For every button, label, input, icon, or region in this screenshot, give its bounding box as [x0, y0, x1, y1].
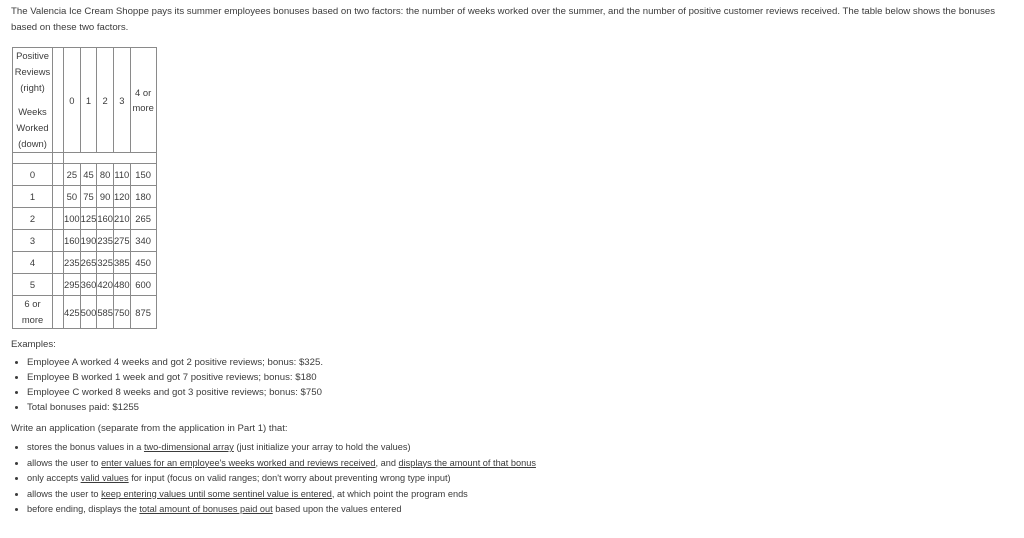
col-header-4-line1: 4 or: [135, 87, 152, 98]
table-cell: 25: [64, 164, 81, 186]
list-item: [27, 471, 1014, 487]
examples-list: [11, 355, 1014, 415]
table-cell: 80: [97, 164, 114, 186]
list-item: • Employee A worked 4 weeks and got 2 positive reviews; bonus: $325.: [27, 355, 1014, 370]
table-cell: 585: [97, 296, 114, 329]
req-emphasis: two-dimensional array: [143, 442, 234, 452]
table-cell: 450: [130, 252, 156, 274]
table-cell: 500: [80, 296, 97, 329]
table-cell: 90: [97, 186, 114, 208]
table-cell: 295: [64, 274, 81, 296]
table-cell: 160: [97, 208, 114, 230]
req-text: based upon the values entered: [272, 504, 402, 514]
table-cell: 340: [130, 230, 156, 252]
table-cell: 360: [80, 274, 97, 296]
table-cell: 265: [80, 252, 97, 274]
weeks-label-2: Worked: [16, 122, 49, 133]
req-text: stores the bonus values in a: [27, 442, 144, 452]
col-header-0: 0: [64, 48, 81, 153]
list-item: [27, 487, 1014, 503]
req-text: before ending, displays the: [27, 504, 140, 514]
list-item: • Employee C worked 8 weeks and got 3 positive reviews; bonus: $750: [27, 385, 1014, 400]
table-cell: 190: [80, 230, 97, 252]
table-header-row: [13, 48, 157, 153]
table-row: [13, 230, 157, 252]
corner-header-cell: [13, 48, 53, 153]
req-text: allows the user to: [27, 488, 102, 499]
req-emphasis: keep entering values until some sentinel value is entered: [101, 488, 332, 499]
req-text: , at which point the program ends: [331, 488, 468, 499]
reviews-label-1: Positive: [16, 50, 49, 61]
table-cell: 600: [130, 274, 156, 296]
col-header-4-line2: more: [132, 102, 154, 113]
table-cell: 385: [113, 252, 130, 274]
table-cell: 275: [113, 230, 130, 252]
blank-column: [53, 48, 64, 153]
reviews-label-3: (right): [20, 82, 45, 93]
table-cell: 75: [80, 186, 97, 208]
row-header-0: 0: [13, 164, 53, 186]
table-cell: 125: [80, 208, 97, 230]
table-cell: 45: [80, 164, 97, 186]
req-text: , and: [375, 457, 399, 468]
table-cell: 425: [64, 296, 81, 329]
table-cell: 110: [113, 164, 130, 186]
intro-paragraph: The Valencia Ice Cream Shoppe pays its summer employees bonuses based on two factors: the number of weeks worked over the summer, and the number of positive customer reviews received. The table below shows the bonuses based on these two factors.: [11, 6, 996, 33]
req-text: only accepts: [27, 473, 81, 483]
row-header-6-line2: more: [21, 314, 44, 325]
col-header-3: 3: [113, 48, 130, 153]
table-cell: 235: [97, 230, 114, 252]
req-text: for input (focus on valid ranges; don't worry about preventing wrong type input): [128, 473, 451, 483]
list-item: [27, 440, 1014, 456]
examples-heading: Examples:: [11, 339, 56, 350]
weeks-label-1: Weeks: [18, 106, 47, 117]
table-cell: 210: [113, 208, 130, 230]
table-cell: 50: [64, 186, 81, 208]
req-text: (just initialize your array to hold the values): [233, 442, 411, 452]
row-header-4: 4: [13, 252, 53, 274]
table-row: [13, 274, 157, 296]
req-emphasis: enter values for an employee's weeks worked and reviews received: [101, 457, 376, 468]
col-header-4-or-more: [130, 48, 156, 153]
reviews-label-2: Reviews: [14, 66, 51, 77]
req-text: allows the user to: [27, 457, 102, 468]
row-header-1: 1: [13, 186, 53, 208]
list-item: [27, 456, 1014, 472]
table-cell: 325: [97, 252, 114, 274]
col-header-2: 2: [97, 48, 114, 153]
table-cell: 875: [130, 296, 156, 329]
table-cell: 750: [113, 296, 130, 329]
table-row: [13, 186, 157, 208]
table-cell: 420: [97, 274, 114, 296]
table-cell: 160: [64, 230, 81, 252]
table-cell: 180: [130, 186, 156, 208]
bonus-table: [12, 47, 157, 329]
row-header-6-line1: 6 or: [24, 298, 41, 309]
col-header-1: 1: [80, 48, 97, 153]
row-header-3: 3: [13, 230, 53, 252]
list-item: • Employee B worked 1 week and got 7 positive reviews; bonus: $180: [27, 370, 1014, 385]
list-item: • Total bonuses paid: $1255: [27, 400, 1014, 415]
requirements-list: [11, 440, 1014, 518]
table-cell: 480: [113, 274, 130, 296]
row-header-5: 5: [13, 274, 53, 296]
write-instruction: Write an application (separate from the application in Part 1) that:: [11, 423, 288, 434]
table-cell: 265: [130, 208, 156, 230]
list-item: [27, 502, 1014, 518]
table-cell: 235: [64, 252, 81, 274]
table-cell: 100: [64, 208, 81, 230]
table-cell: 150: [130, 164, 156, 186]
table-row: [13, 164, 157, 186]
table-row: [13, 252, 157, 274]
table-row: [13, 296, 157, 329]
req-emphasis: total amount of bonuses paid out: [139, 504, 273, 514]
req-emphasis: valid values: [80, 473, 129, 483]
weeks-label-3: (down): [18, 138, 47, 149]
req-emphasis: displays the amount of that bonus: [398, 457, 536, 468]
row-header-6-or-more: [13, 296, 53, 329]
table-row: [13, 208, 157, 230]
spacer: [13, 153, 53, 164]
row-header-2: 2: [13, 208, 53, 230]
table-cell: 120: [113, 186, 130, 208]
